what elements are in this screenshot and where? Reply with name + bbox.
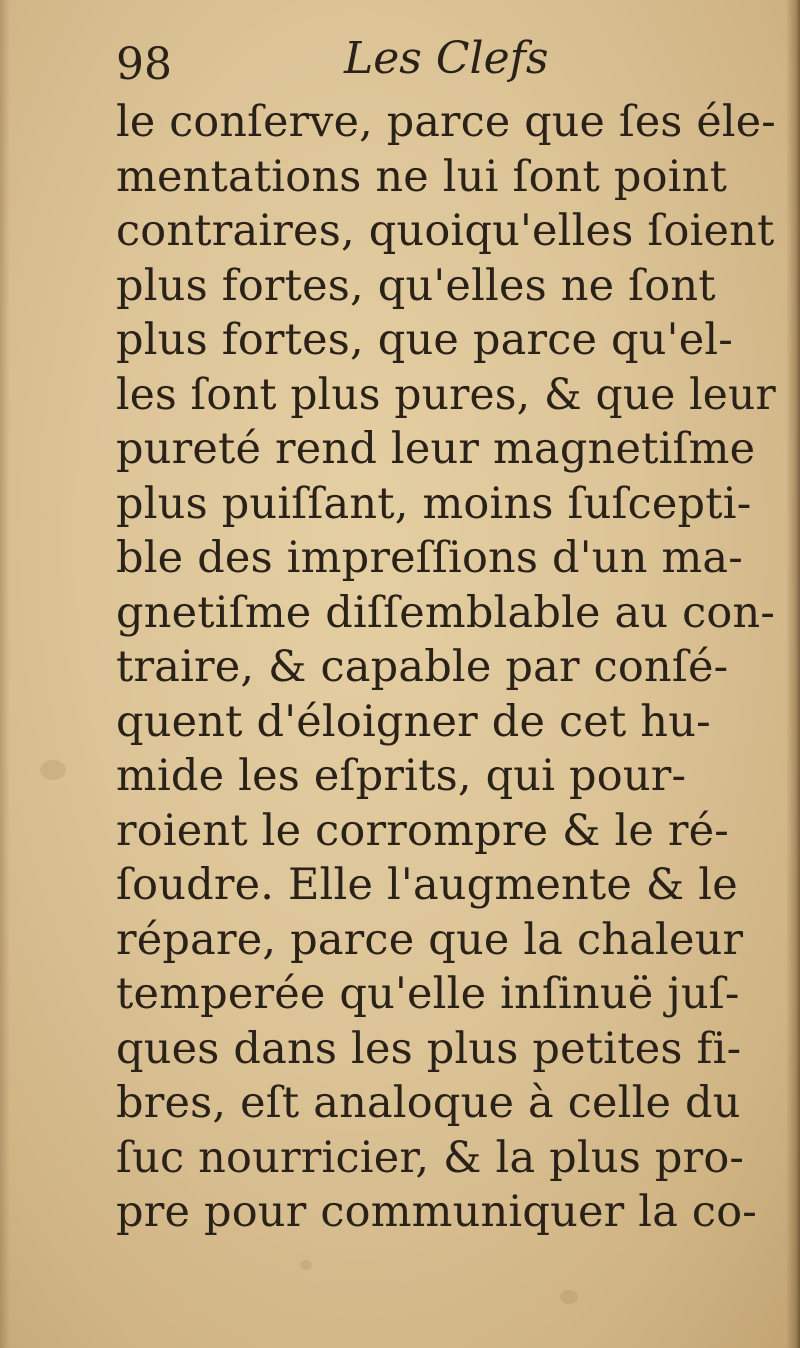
text-line: plus fortes, que parce qu'el- <box>116 315 734 365</box>
text-line: ſoudre. Elle l'augmente & le <box>116 860 738 910</box>
text-line: le conſerve, parce que ſes éle- <box>116 97 776 147</box>
foxing-spot <box>40 760 66 780</box>
page-number: 98 <box>116 39 172 90</box>
text-line: les ſont plus pures, & que leur <box>116 369 776 420</box>
text-line: plus fortes, qu'elles ne ſont <box>116 260 716 311</box>
text-line: mide les eſprits, qui pour- <box>116 751 687 801</box>
running-head: Les Clefs <box>344 33 549 84</box>
text-line: quent d'éloigner de cet hu- <box>116 696 711 747</box>
page-header <box>116 32 676 92</box>
text-line: traire, & capable par conſé- <box>116 642 729 692</box>
text-line: pre pour communiquer la co- <box>116 1187 758 1237</box>
text-line: temperée qu'elle inſinuë juſ- <box>116 969 740 1019</box>
text-line: ble des impreſſions d'un ma- <box>116 533 744 583</box>
page-left-edge-shadow <box>0 0 10 1348</box>
text-line: pureté rend leur magnetiſme <box>116 424 756 474</box>
foxing-spot <box>560 1290 578 1304</box>
text-line: mentations ne lui ſont point <box>116 151 728 202</box>
page-right-edge-shadow <box>786 0 800 1348</box>
body-text <box>116 95 776 1240</box>
text-line: bres, eſt analoque à celle du <box>116 1078 741 1128</box>
foxing-spot <box>300 1260 312 1270</box>
text-line: ſuc nourricier, & la plus pro- <box>116 1132 745 1183</box>
text-line: ques dans les plus petites fi- <box>116 1023 742 1074</box>
text-line: plus puiſſant, moins ſuſcepti- <box>116 478 752 529</box>
text-line: contraires, quoiqu'elles ſoient <box>116 206 775 256</box>
text-line: roient le corrompre & le ré- <box>116 805 730 856</box>
text-line: répare, parce que la chaleur <box>116 914 744 965</box>
text-line: gnetiſme diſſemblable au con- <box>116 587 776 638</box>
